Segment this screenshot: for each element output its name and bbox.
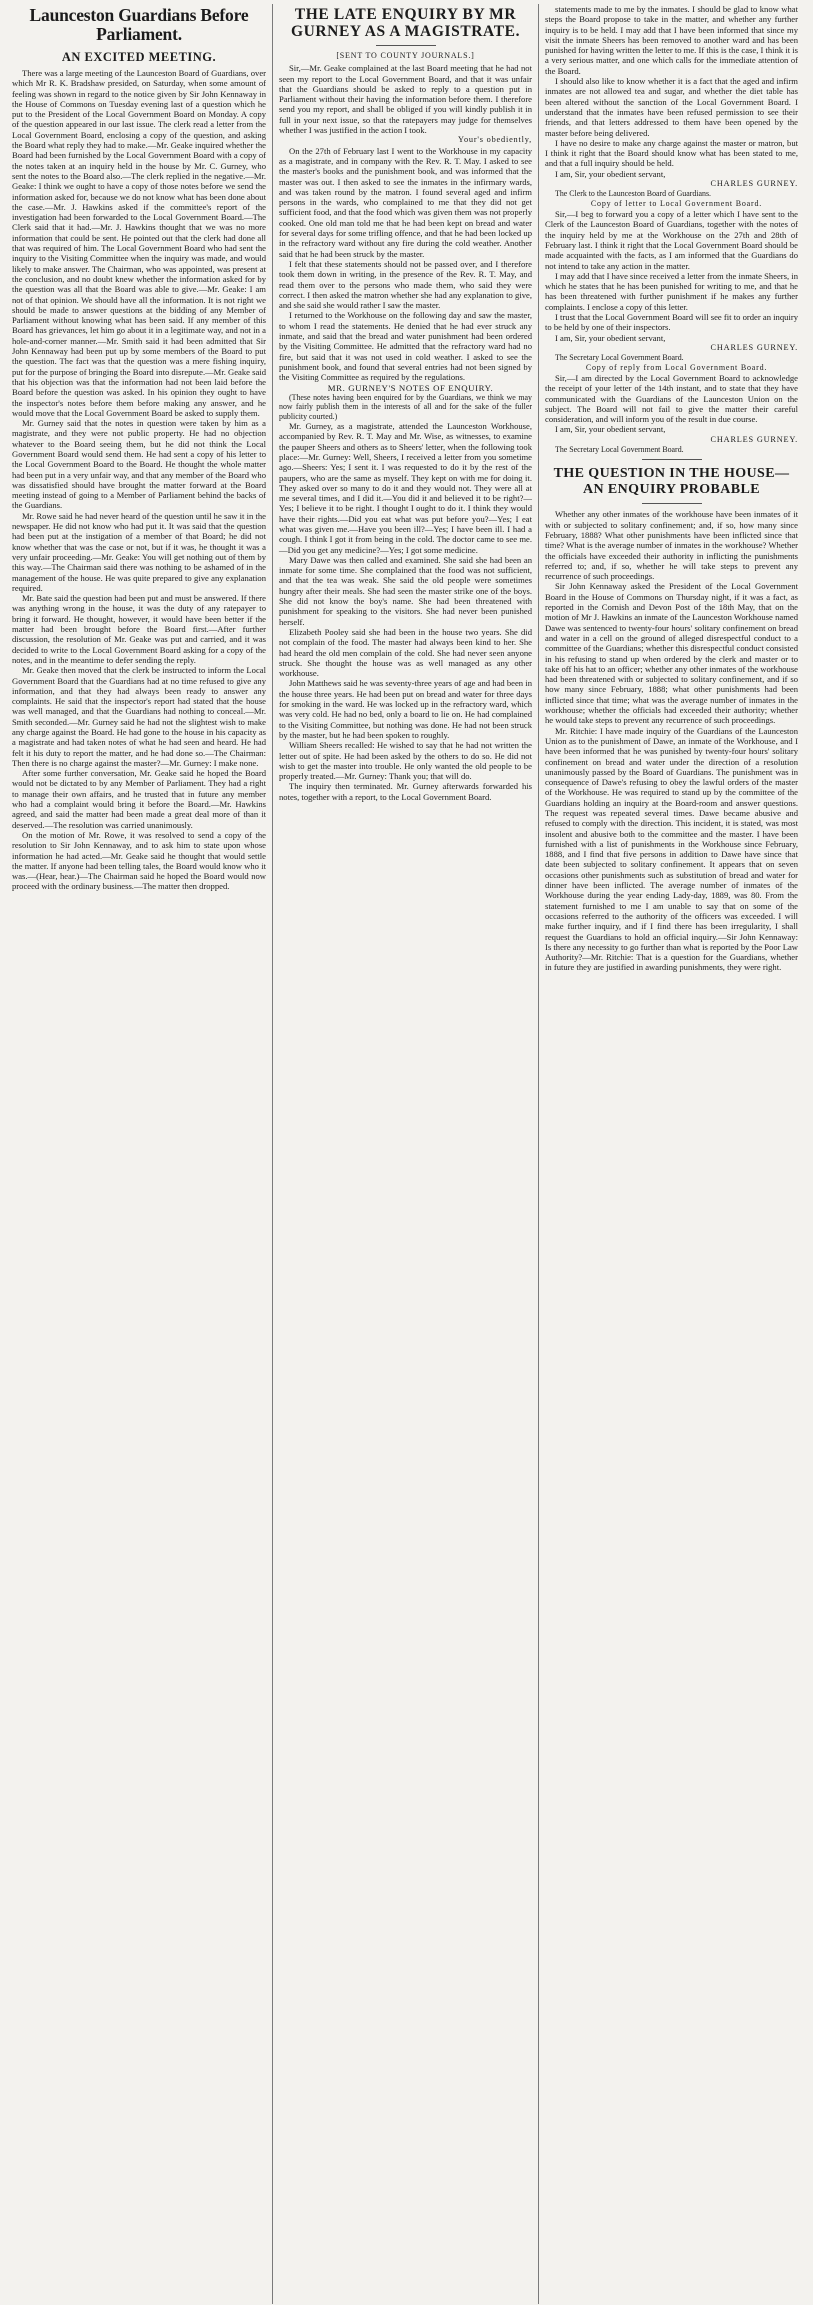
article-body (545, 4, 798, 454)
paragraph: I may add that I have since received a letter from the inmate Sheers, in which he states that he has been punished for writing to me, and that he has been threatened with further punishment if he makes any further complaints. I enclose a copy of this letter. (545, 270, 798, 312)
paragraph: John Matthews said he was seventy-three years of age and had been in the house three years. He had been put on bread and water for three days for smoking in the ward. He was locked up in the refractory ward, which was very cold. He had no bed, only a board to lie on. He had complained to the Visiting Committee, but nothing was done. He had not been struck by the master, but he had been spoken to roughly. (279, 678, 532, 740)
article-headline: Launceston Guardians Before Parliament. (29, 5, 249, 44)
column-3 (538, 4, 804, 2304)
divider (642, 503, 702, 504)
paragraph: Mary Dawe was then called and examined. She said she had been an inmate for some time. She complained that the food was not sufficient, and that the tea was weak. She said the old people were sometimes hungry after their meals. She had seen the master strike one of the boys. She did not know the boy's name. She had been threatened with punishment for speaking to the visitors. She had never been punished herself. (279, 554, 532, 627)
paragraph: Your's obediently, (458, 135, 532, 145)
paragraph: I am, Sir, your obedient servant, (555, 168, 666, 179)
divider (376, 45, 436, 46)
paragraph: The Secretary Local Government Board. (555, 444, 684, 454)
paragraph: I am, Sir, your obedient servant, (555, 332, 666, 343)
paragraph: Sir John Kennaway asked the President of the Local Government Board in the House of Commons on Thursday night, if it was a fact, as reported in the Cornish and Devon Post of the 18th May, that on the motion of Mr J. Hawkins an inmate of the Launceston Workhouse named Dawe was sentenced to twenty-four hours' solitary confinement on bread and water in a cell on the ground of alleged disrespectful conduct to a committee of the Guardians; whether this disrespectful conduct consisted in his refusing to stand up when ordered by the clerk and master or to take off his hat to an officer; whether any other inmates of the workhouse had been threatened with or subjected to solitary confinement, and if so how many since February, 1888; what other punishments had been inflicted since that time; what was the average number of inmates in the workhouse; whether the officials had exceeded their authority; whether he would take steps to prevent any recurrence of such proceedings. (545, 581, 798, 726)
letter-label: [SENT TO COUNTY JOURNALS.] (336, 51, 475, 60)
paragraph: I am, Sir, your obedient servant, (555, 424, 666, 435)
article-subhead: AN EXCITED MEETING. (61, 50, 217, 64)
paragraph: Whether any other inmates of the workhouse have been inmates of it with or subjected to solitary confinement; and, if so, how many since February, 1888? What other punishments have been inflicted since that time? What is the average number of inmates in the workhouse? Whether the officials have exceeded their authority in inflicting the punishments referred to; and, if so, whether he will take steps to prevent any recurrence of such proceedings. (545, 509, 798, 582)
subheading: Copy of letter to Local Government Board. (590, 198, 763, 208)
paragraph: Mr. Ritchie: I have made inquiry of the Guardians of the Launceston Union as to the punishment of Dawe, an inmate of the Workhouse, and I have been informed that he was punished by twenty-four hours' solitary confinement on bread and water under the direction of a resolution unanimously passed by the Board of Guardians. The punishment was in consequence of Dawe's refusing to obey the lawful orders of the master of the Workhouse. He was required to stand up by the committee of the Guardians holding an inquiry at the Board-room and answer questions. The request was repeated several times. Dawe became abusive and refused to comply with the direction. This incident, it is stated, was most insolent and abusive both to the committee and the master. I have been furnished with a list of punishments in the Workhouse since February, 1888, and I find that five persons in addition to Dawe have since that date been subjected to solitary confinement. It appears that on seven occasions other punishments such as substitution of bread and water for dinner have been inflicted. The average number of inmates of the Workhouse during the year ending Lady-day, 1889, was 80. From the statement furnished to me I am unable to say that on some of the occasions referred to the authority of the officers was exceeded. I will make further inquiry, and if I find there has been irregularity, I shall request the Guardians to hold an official inquiry.—Sir John Kennaway: Is there any necessity to go further than what is reported by the Poor Law Authority?—Mr. Ritchie: That is a question for the Guardians, whether in future they are justified in awarding punishments, they were right. (545, 725, 798, 973)
paragraph: (These notes having been enquired for by the Guardians, we think we may now fairly publish them in the interests of all and for the sake of the fuller publicity courted.) (279, 392, 532, 421)
subheading: Copy of reply from Local Government Board. (585, 362, 768, 372)
article-headline: THE LATE ENQUIRY BY MR GURNEY AS A MAGISTRATE. (290, 6, 521, 40)
paragraph: Elizabeth Pooley said she had been in the house two years. She did not complain of the food. The master had always been kind to her. She had heard the old men complain of the cold. She had never seen anyone struck. She thought the house was as well managed as any other workhouse. (279, 626, 532, 679)
paragraph: I felt that these statements should not be passed over, and I therefore took them down in writing, in the presence of the Rev. R. T. May, and read them over to the persons who made them, who said they were correct. I then asked the matron whether she had any explanation to give, and she said she would rather I saw the master. (279, 258, 532, 311)
paragraph: Mr. Gurney said that the notes in question were taken by him as a magistrate, and they were not public property. He had no objection whatever to the Board seeing them, but he did not think the Local Government Board would send them. He had sent a copy of his letter to the Local Government Board to the Board. He thought the whole matter had been put in a very unfair way, and that any member of the Board who was dissatisfied should have brought the matter forward at the Board meeting instead of going to a Member of Parliament behind the backs of the Guardians. (12, 418, 266, 511)
paragraph: The Clerk to the Launceston Board of Guardians. (555, 189, 712, 199)
paragraph: The Secretary Local Government Board. (555, 353, 684, 363)
paragraph: Mr. Gurney, as a magistrate, attended the Launceston Workhouse, accompanied by Rev. R. T. May and Mr. Wise, as witnesses, to examine the pauper Sheers and others as to Sheers' letter, when the following took place:—Mr. Gurney: Well, Sheers, I received a letter from you sometime ago.—Sheers: Yes; I sent it. I was requested to do it by the rest of the paupers, who are the same as myself. They kept on with me for doing it. They asked over so many to do it and they would not. They were all at me several times, and I did it.—You did it and believed it to be right?—Yes; I believe it to be right. I thought I ought to do it. I think they would have their rights.—Did you eat what was put before you?—Yes; I eat what was given me.—Have you been ill?—Yes; I have been ill. I had a cough. I think I got it from being in the cold. The doctor came to see me.—Did you get any medicine?—Yes; I got some medicine. (279, 421, 532, 555)
section-body (545, 509, 798, 972)
paragraph: After some further conversation, Mr. Geake said he hoped the Board would not be dictated to by any Member of Parliament. They had a right to manage their own affairs, and he trusted that in future any member who had a complaint would bring it before the Board.—Mr. Hawkins agreed, and said the matter had been made a great deal more of than it deserved.—The resolution was carried unanimously. (12, 768, 266, 830)
paragraph: Sir,—I am directed by the Local Government Board to acknowledge the receipt of your letter of the 14th instant, and to state that they have communicated with the Guardians of the Launceston Union on the subject. The Board will not fail to give the matter their careful consideration, and will inform you of the result in due course. (545, 372, 798, 425)
column-2 (272, 4, 538, 2304)
paragraph: Sir,—I beg to forward you a copy of a letter which I have sent to the Clerk of the Launceston Board of Guardians, together with the notes of the inquiry held by me at the Workhouse on the 27th and 28th of February last. I think it right that the Local Government Board should be made acquainted with the facts, as I am informed that the Guardians do not intend to take any action in the matter. (545, 209, 798, 271)
paragraph: Mr. Bate said the question had been put and must be answered. If there was anything wrong in the house, it was the duty of any ratepayer to bring it forward. He thought, however, it would have been better if the matter had been brought before the Board first.—After further discussion, the resolution of Mr. Geake was put and carried, and it was decided to write to the Local Government Board asking for a copy of the notes, and in the meantime to defer sending the reply. (12, 593, 266, 665)
paragraph: There was a large meeting of the Launceston Board of Guardians, over which Mr R. K. Bradshaw presided, on Saturday, when some amount of feeling was shown in regard to the notice given by Sir John Kennaway in the House of Commons on Tuesday evening last of a question which he put to the President of the Local Government Board on Monday. A copy of the question appeared in our last issue. The clerk read a letter from the Local Government Board, enclosing a copy of the question, and asking the Board what reply they had to make.—Mr. Geake inquired whether the Board had been furnished by the Local Government Board with a copy of the notes taken at an inquiry held in the house by Mr. C. Gurney, who sent the notes to the Board also.—The clerk replied in the negative.—Mr. Geake: I think we ought to have a copy of those notes before we send the information asked for, because we do not know what has been done about the case.—Mr. J. Hawkins asked if the committee's report of the investigation had been forwarded to the Local Government Board.—The Clerk said that it had.—Mr. J. Hawkins thought that we was no more information that could be sent. He pointed out that the clerk had done all that was required of him. The Local Government Board who had sent the inquiry to the Visiting Committee when the inquiry was made, and would likely to make answer. The Chairman, who was appointed, was present at the conclusion, and no doubt knew whether the information asked for by the question was all that the Board was able to give.—Mr. Geake: I am not of that opinion. We should have all the information. It is not right we should be made to answer questions at the bidding of any Member of Parliament without knowing what has been said. If any member of this Board has grievances, let him go about it in a legitimate way, and not in a hole-and-corner manner.—Mr. Smith said it had been admitted that Sir John Kennaway had been put up by some members of the Board to put the question. The fact was that the question was a mere fishing inquiry, put for the purpose of bringing the Board into disrepute.—Mr. Geake said that his objection was that the information had not been laid before the Board before the question was asked. In his opinion they ought to have the inspector's notes before them before making any answer, and he would move that the Local Government Board be asked to supply them. (12, 68, 266, 418)
paragraph: I should also like to know whether it is a fact that the aged and infirm inmates are not allowed tea and sugar, and whether the diet table has been altered without the sanction of the Local Government Board. I understand that the inmates have been refused permission to see their friends, and that letters addressed to them have been opened by the master before being delivered. (545, 76, 798, 138)
article-body (12, 68, 266, 892)
paragraph: Sir,—Mr. Geake complained at the last Board meeting that he had not seen my report to the Local Government Board, and that it was unfair that the Guardians should be asked to reply to a question put in Parliament without their having the information before them. I therefore send you my report, and shall be obliged if you will kindly publish it in full in your next issue, so that the ratepayers may judge for themselves whether I was justified in the action I took. (279, 63, 532, 136)
section-title: THE QUESTION IN THE HOUSE—AN ENQUIRY PROBABLE (553, 466, 790, 498)
paragraph: On the 27th of February last I went to the Workhouse in my capacity as a magistrate, and in company with the Rev. R. T. May. I asked to see the master's books and the punishment book, and was informed that the master was out. I then asked to see the inmates in the infirmary wards, and was taken round by the matron. I found several aged and infirm persons in the wards, who complained to me that they did not get sufficient food, and that the food which was given them was not properly cooked. One old man told me that he had been kept on bread and water for several days for some trifling offence, and that he had been locked up in the refractory ward without any fire during the cold weather. Another said that he had been struck by the master. (279, 145, 532, 259)
paragraph: William Sheers recalled: He wished to say that he had not written the letter out of spite. He had been asked by the others to do so. He did not wish to get the master into trouble. He only wanted the old people to be properly treated.—Mr. Gurney: Thank you; that will do. (279, 740, 532, 782)
paragraph: I have no desire to make any charge against the master or matron, but I think it right that the Board should know what has been stated to me, and that a full inquiry should be held. (545, 137, 798, 169)
signature: CHARLES GURNEY. (710, 179, 798, 189)
paragraph: Mr. Geake then moved that the clerk be instructed to inform the Local Government Board that the Guardians had at no time refused to give any information, and that they had always been ready to answer any complaints. He said that the inspector's report had stated that the house was well managed, and that the Guardians had nothing to conceal.—Mr. Smith seconded.—Mr. Gurney said he had not the slightest wish to make any charge against the Board. He had gone to the house in his capacity as a magistrate and had taken notes of what he had seen and heard. He had felt it his duty to report the matter, and he had done so.—The Chairman: Then there is no charge against the master?—Mr. Gurney: I make none. (12, 665, 266, 768)
column-1 (6, 4, 272, 2304)
paragraph: On the motion of Mr. Rowe, it was resolved to send a copy of the resolution to Sir John Kennaway, and to ask him to state upon whose information he had acted.—Mr. Geake said he thought that would settle the matter. If anyone had been telling tales, the Board would know who it was.—(Hear, hear.)—The Chairman said he hoped the Board would now proceed with the ordinary business.—The matter then dropped. (12, 829, 266, 892)
signature: CHARLES GURNEY. (710, 342, 798, 352)
paragraph: The inquiry then terminated. Mr. Gurney afterwards forwarded his notes, together with a report, to the Local Government Board. (279, 781, 532, 802)
paragraph: statements made to me by the inmates. I should be glad to know what steps the Board propose to take in the matter, and whether any further inquiry is to be held. I may add that I have been informed that since my visit the inmate Sheers has been removed to another ward and has been punished for having written the letter to me. If this is the case, I think it is a very serious matter, and one which calls for the immediate attention of the Board. (545, 4, 798, 76)
signature: CHARLES GURNEY. (710, 434, 798, 444)
paragraph: Mr. Rowe said he had never heard of the question until he saw it in the newspaper. He did not know who had put it. It was said that the question had been put at the instigation of a member of that Board; he did not know whether that was the case or not, but if it was, he thought it was a very unfair proceeding.—Mr. Geake: You will get nothing out of them by this way.—The Chairman said there was nothing to be ashamed of in the management of the house. He was quite prepared to give any explanation required. (12, 510, 266, 593)
paragraph: I returned to the Workhouse on the following day and saw the master, to whom I read the statements. He denied that he had ever struck any inmate, and said that the bread and water punishment had been ordered by the Visiting Committee. He admitted that the refractory ward had no fire, but said that it was not used in cold weather. I asked to see the punishment book, and found that several entries had not been signed by the Visiting Committee as required by the regulations. (279, 310, 532, 383)
paragraph: I trust that the Local Government Board will see fit to order an inquiry to be held by one of their inspectors. (545, 312, 798, 333)
divider (642, 459, 702, 460)
section-heading: MR. GURNEY'S NOTES OF ENQUIRY. (327, 382, 494, 393)
article-body (279, 63, 532, 802)
